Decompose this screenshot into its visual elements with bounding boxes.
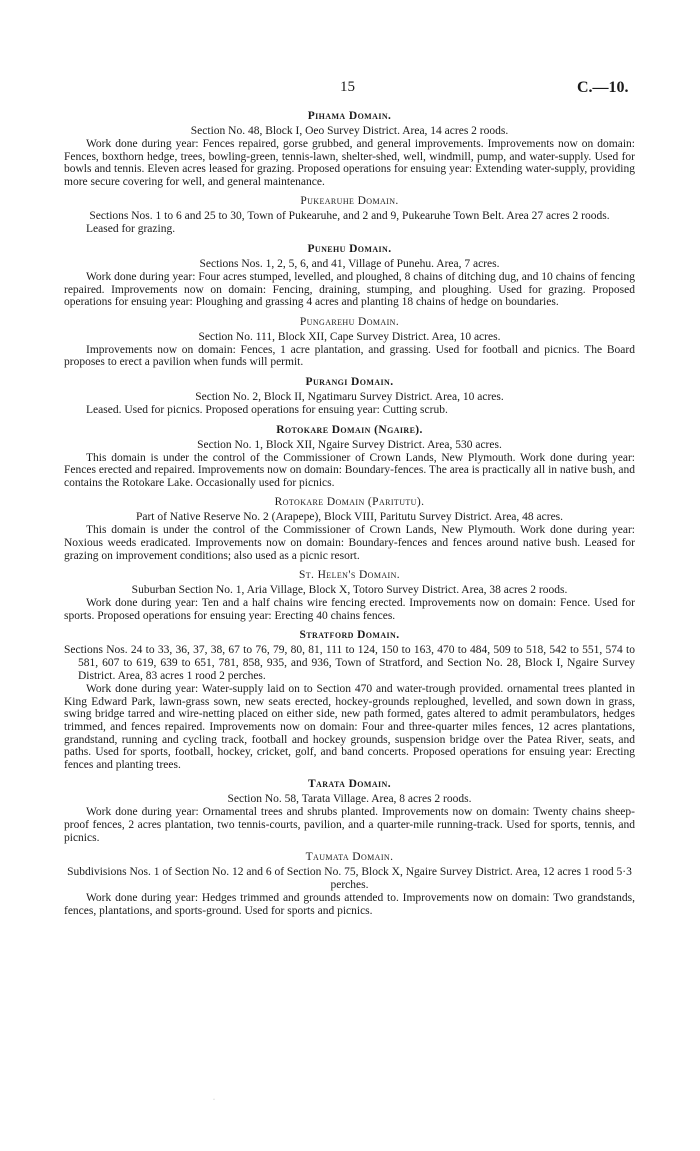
section-title: Taumata Domain.	[305, 851, 394, 864]
section-rotokare-paritutu	[64, 495, 635, 562]
section-subtitle: Section No. 2, Block II, Ngatimaru Survey District. Area, 10 acres.	[195, 390, 504, 403]
document-code: C.—10.	[577, 79, 629, 96]
page-body	[64, 109, 635, 923]
section-paragraph: Improvements now on domain: Fences, 1 acre plantation, and grassing. Used for football and picnics. The Board proposes to erect a pavilion when funds will permit.	[64, 343, 635, 369]
section-paragraph: This domain is under the control of the Commissioner of Crown Lands, New Plymouth. Work done during year: Noxious weeds eradicated. Improvements now on domain: Boundary-fences and fences around native bush. Leased for grazing on improvement conditions; also used as a picnic resort.	[64, 524, 635, 562]
section-title: Pukearuhe Domain.	[300, 195, 399, 208]
section-subtitle: Suburban Section No. 1, Aria Village, Block X, Totoro Survey District. Area, 38 acres 2 roods.	[131, 584, 568, 597]
page-number: 15	[340, 79, 355, 95]
section-title: Punehu Domain.	[307, 242, 392, 255]
section-rotokare-ngaire	[64, 423, 635, 490]
page-header	[0, 79, 700, 103]
section-subtitle: Section No. 48, Block I, Oeo Survey District. Area, 14 acres 2 roods.	[190, 125, 509, 137]
section-punehu	[64, 242, 635, 309]
section-title: Tarata Domain.	[307, 778, 392, 791]
section-paragraph: Work done during year: Fences repaired, gorse grubbed, and general improvements. Improvements now on domain: Fences, boxthorn hedge, trees, bowling-green, tennis-lawn, shelter-shed, well, windmill, pump, and water-supply. Used for bowls and tennis. Eleven acres leased for grazing. Proposed operations for ensuing year: Extending water-supply, providing more secure covering for well, and general maintenance.	[64, 138, 635, 188]
section-title: Rotokare Domain (Ngaire).	[276, 423, 423, 436]
section-subtitle: Section No. 58, Tarata Village. Area, 8 acres 2 roods.	[227, 793, 472, 806]
section-paragraph: Work done during year: Four acres stumped, levelled, and ploughed, 8 chains of ditching dug, and 10 chains of fencing repaired. Improvements now on domain: Fencing, draining, stumping, and ploughing. Used for grazing. Proposed operations for ensuing year: Ploughing and grassing 4 acres and planting 18 chains of hedge on boundaries.	[64, 270, 635, 309]
section-paragraph: Work done during year: Hedges trimmed and grounds attended to. Improvements now on domain: Two grandstands, fences, plantations, and sports-ground. Used for sports and picnics.	[64, 892, 635, 917]
section-purangi	[64, 375, 635, 417]
section-title: Pungarehu Domain.	[299, 315, 400, 328]
section-paragraph: This domain is under the control of the Commissioner of Crown Lands, New Plymouth. Work done during year: Fences erected and repaired. Improvements now on domain: Boundary-fences. The area is practically all in native bush, and contains the Rotokare Lake. Occasionally used for picnics.	[64, 451, 635, 489]
section-tarata	[64, 777, 635, 844]
section-paragraph: Work done during year: Water-supply laid on to Section 470 and water-trough provided. ornamental trees planted in King Edward Park, lawn-grass sown, new seats erected, hockey-grounds reploughed, levelled, and sown down in grass, swing bridge tarred and wire-netting placed on either side, new path formed, gates altered to admit perambulators, hedges trimmed, and fences repaired. Improvements now on domain: Four and three-quarter miles fences, 12 acres plantations, grandstand, running and cycling track, football and hockey grounds, suspension bridge over the Patea River, seats, and paths. Used for sports, football, hockey, cricket, golf, and band concerts. Proposed operations for ensuing year: Erecting fences and planting trees.	[64, 683, 635, 771]
section-st-helens	[64, 568, 635, 622]
section-pukearuhe	[64, 194, 635, 236]
section-subtitle: Sections Nos. 24 to 33, 36, 37, 38, 67 to 76, 79, 80, 81, 111 to 124, 150 to 163, 470 to 484, 509 to 518, 542 to 551, 574 to 581, 607 to 619, 639 to 651, 781, 858, 935, and 936, Town of Stratford, and Section No. 28, Block I, Ngaire Survey District. Area, 83 acres 1 rood 2 perches.	[64, 644, 635, 683]
section-title: Pihama Domain.	[307, 110, 392, 122]
section-title: Rotokare Domain (Paritutu).	[274, 496, 425, 509]
section-paragraph: Work done during year: Ten and a half chains wire fencing erected. Improvements now on domain: Fence. Used for sports. Proposed operations for ensuing year: Erecting 40 chains fences.	[64, 597, 635, 622]
section-pihama	[64, 109, 635, 188]
section-subtitle: Subdivisions Nos. 1 of Section No. 12 and 6 of Section No. 75, Block X, Ngaire Survey District. Area, 12 acres 1 rood 5·3 perches.	[67, 866, 632, 892]
section-taumata	[64, 850, 635, 917]
section-title: Stratford Domain.	[299, 629, 400, 642]
section-subtitle: Sections Nos. 1, 2, 5, 6, and 41, Village of Punehu. Area, 7 acres.	[199, 257, 500, 270]
section-stratford	[64, 628, 635, 771]
section-paragraph: Leased for grazing.	[86, 223, 176, 236]
section-paragraph: Work done during year: Ornamental trees and shrubs planted. Improvements now on domain: Twenty chains sheep-proof fences, 2 acres plantation, two tennis-courts, pavilion, and a quarter-mile running-track. Used for sports, tennis, and picnics.	[64, 806, 635, 844]
section-paragraph: Leased. Used for picnics. Proposed operations for ensuing year: Cutting scrub.	[86, 403, 448, 416]
section-subtitle: Sections Nos. 1 to 6 and 25 to 30, Town of Pukearuhe, and 2 and 9, Pukearuhe Town Belt. Area 27 acres 2 roods.	[89, 210, 610, 223]
section-pungarehu	[64, 315, 635, 369]
section-subtitle: Section No. 1, Block XII, Ngaire Survey District. Area, 530 acres.	[197, 438, 502, 451]
section-subtitle: Part of Native Reserve No. 2 (Arapepe), Block VIII, Paritutu Survey District. Area, 48 acres.	[135, 511, 564, 524]
section-title: Purangi Domain.	[305, 375, 394, 388]
section-subtitle: Section No. 111, Block XII, Cape Survey District. Area, 10 acres.	[198, 330, 501, 343]
scan-mark: ·	[213, 1097, 215, 1103]
section-title: St. Helen's Domain.	[298, 569, 401, 582]
